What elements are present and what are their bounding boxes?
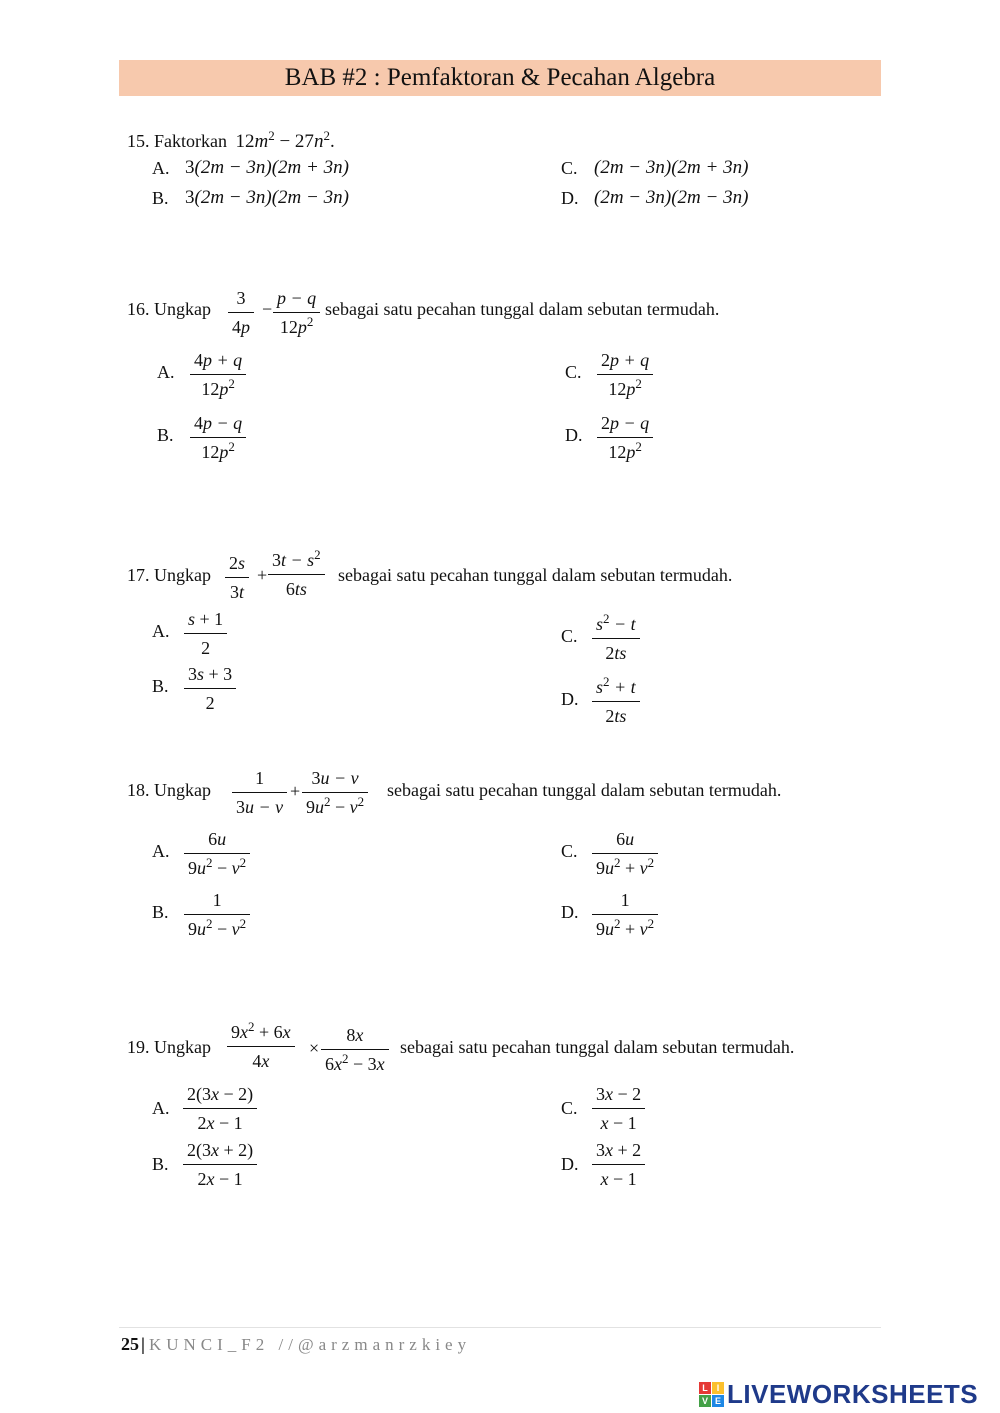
option-a-label[interactable]: A. [152,841,170,861]
question-suffix: sebagai satu pecahan tunggal dalam sebutan termudah. [325,299,720,319]
question-prompt: Ungkap [154,299,211,319]
option-b-answer[interactable]: 3s + 3 2 [184,663,236,714]
operator: × [309,1038,320,1058]
operator: − [262,299,273,319]
fraction-term-2: $3t - s^2$ 6ts [268,549,325,600]
option-c-label[interactable]: C. [561,841,578,861]
option-c-label[interactable]: C. [565,362,582,382]
option-c-answer[interactable]: $s^2 - t$ 2ts [592,613,640,664]
fraction-term-2: p − q $12p^2$ [273,287,320,338]
option-d-answer[interactable]: 1 $9u^2 + v^2$ [592,889,658,940]
option-d-answer[interactable]: $s^2 + t$ 2ts [592,676,640,727]
option-b-label[interactable]: B. [152,1154,169,1174]
option-d-label[interactable]: D. [561,902,579,922]
question-18 [127,779,211,801]
operator: + [257,565,268,585]
question-suffix: sebagai satu pecahan tunggal dalam sebutan termudah. [387,780,782,800]
option-a-answer[interactable]: 6u $9u^2 - v^2$ [184,828,250,879]
question-15 [127,130,335,153]
option-a-label[interactable]: A. [152,158,170,178]
question-16 [127,298,211,320]
question-prompt: Ungkap [154,1037,211,1057]
option-c-label[interactable]: C. [561,626,578,646]
option-c-answer[interactable]: 2p + q $12p^2$ [597,349,653,400]
question-number: 19. [127,1037,150,1057]
option-a-answer[interactable]: 3(2m − 3n)(2m + 3n) [185,157,349,178]
question-number: 17. [127,565,150,585]
question-prompt: Faktorkan [154,131,227,151]
option-b-answer[interactable]: 4p − q $12p^2$ [190,412,246,463]
fraction-term-1: $9x^2 + 6x$ 4x [227,1021,295,1072]
option-d-label[interactable]: D. [561,188,579,208]
page-footer [121,1333,471,1356]
page-number: 25 [121,1334,139,1354]
footer-divider [119,1327,881,1328]
fraction-term-1: 1 3u − v [232,767,287,818]
question-prompt: Ungkap [154,780,211,800]
option-a-answer[interactable]: s + 1 2 [184,608,227,659]
question-number: 15. [127,131,150,151]
question-suffix: sebagai satu pecahan tunggal dalam sebutan termudah. [338,565,733,585]
page-title: BAB #2 : Pemfaktoran & Pecahan Algebra [119,60,881,96]
option-b-label[interactable]: B. [152,188,169,208]
option-b-answer[interactable]: 1 $9u^2 - v^2$ [184,889,250,940]
option-b-label[interactable]: B. [152,902,169,922]
question-17 [127,564,211,586]
footer-separator: | [141,1334,145,1354]
option-a-label[interactable]: A. [152,1098,170,1118]
option-d-answer[interactable]: 3x + 2 x − 1 [592,1139,645,1190]
option-d-label[interactable]: D. [565,425,583,445]
option-d-label[interactable]: D. [561,1154,579,1174]
option-c-label[interactable]: C. [561,1098,578,1118]
question-prompt: Ungkap [154,565,211,585]
fraction-term-1: 3 4p [228,287,254,338]
option-b-label[interactable]: B. [157,425,174,445]
question-number: 18. [127,780,150,800]
question-number: 16. [127,299,150,319]
option-b-label[interactable]: B. [152,676,169,696]
option-a-label[interactable]: A. [152,621,170,641]
option-c-answer[interactable]: 3x − 2 x − 1 [592,1083,645,1134]
fraction-term-2: 3u − v $9u^2 - v^2$ [302,767,368,818]
option-a-answer[interactable]: 4p + q $12p^2$ [190,349,246,400]
option-a-label[interactable]: A. [157,362,175,382]
fraction-term-1: 2s 3t [225,552,249,603]
option-c-answer[interactable]: 6u $9u^2 + v^2$ [592,828,658,879]
option-b-answer[interactable]: 3(2m − 3n)(2m − 3n) [185,187,349,208]
question-expression: $12m^2 - 27n^2$. [235,128,335,152]
liveworksheets-brand[interactable] [699,1379,978,1409]
fraction-term-2: 8x $6x^2 - 3x$ [321,1024,389,1075]
option-d-label[interactable]: D. [561,689,579,709]
option-b-answer[interactable]: 2(3x + 2) 2x − 1 [183,1139,257,1190]
brand-wordmark: LIVEWORKSHEETS [727,1378,979,1409]
option-a-answer[interactable]: 2(3x − 2) 2x − 1 [183,1083,257,1134]
liveworksheets-logo-icon: L I V E [699,1382,724,1407]
option-c-answer[interactable]: (2m − 3n)(2m + 3n) [594,157,749,178]
option-d-answer[interactable]: (2m − 3n)(2m − 3n) [594,187,749,208]
option-d-answer[interactable]: 2p − q $12p^2$ [597,412,653,463]
question-19 [127,1036,211,1058]
operator: + [290,781,301,801]
footer-text: KUNCI_F2 //@arzmanrzkiey [148,1335,472,1354]
question-suffix: sebagai satu pecahan tunggal dalam sebutan termudah. [400,1037,795,1057]
option-c-label[interactable]: C. [561,158,578,178]
